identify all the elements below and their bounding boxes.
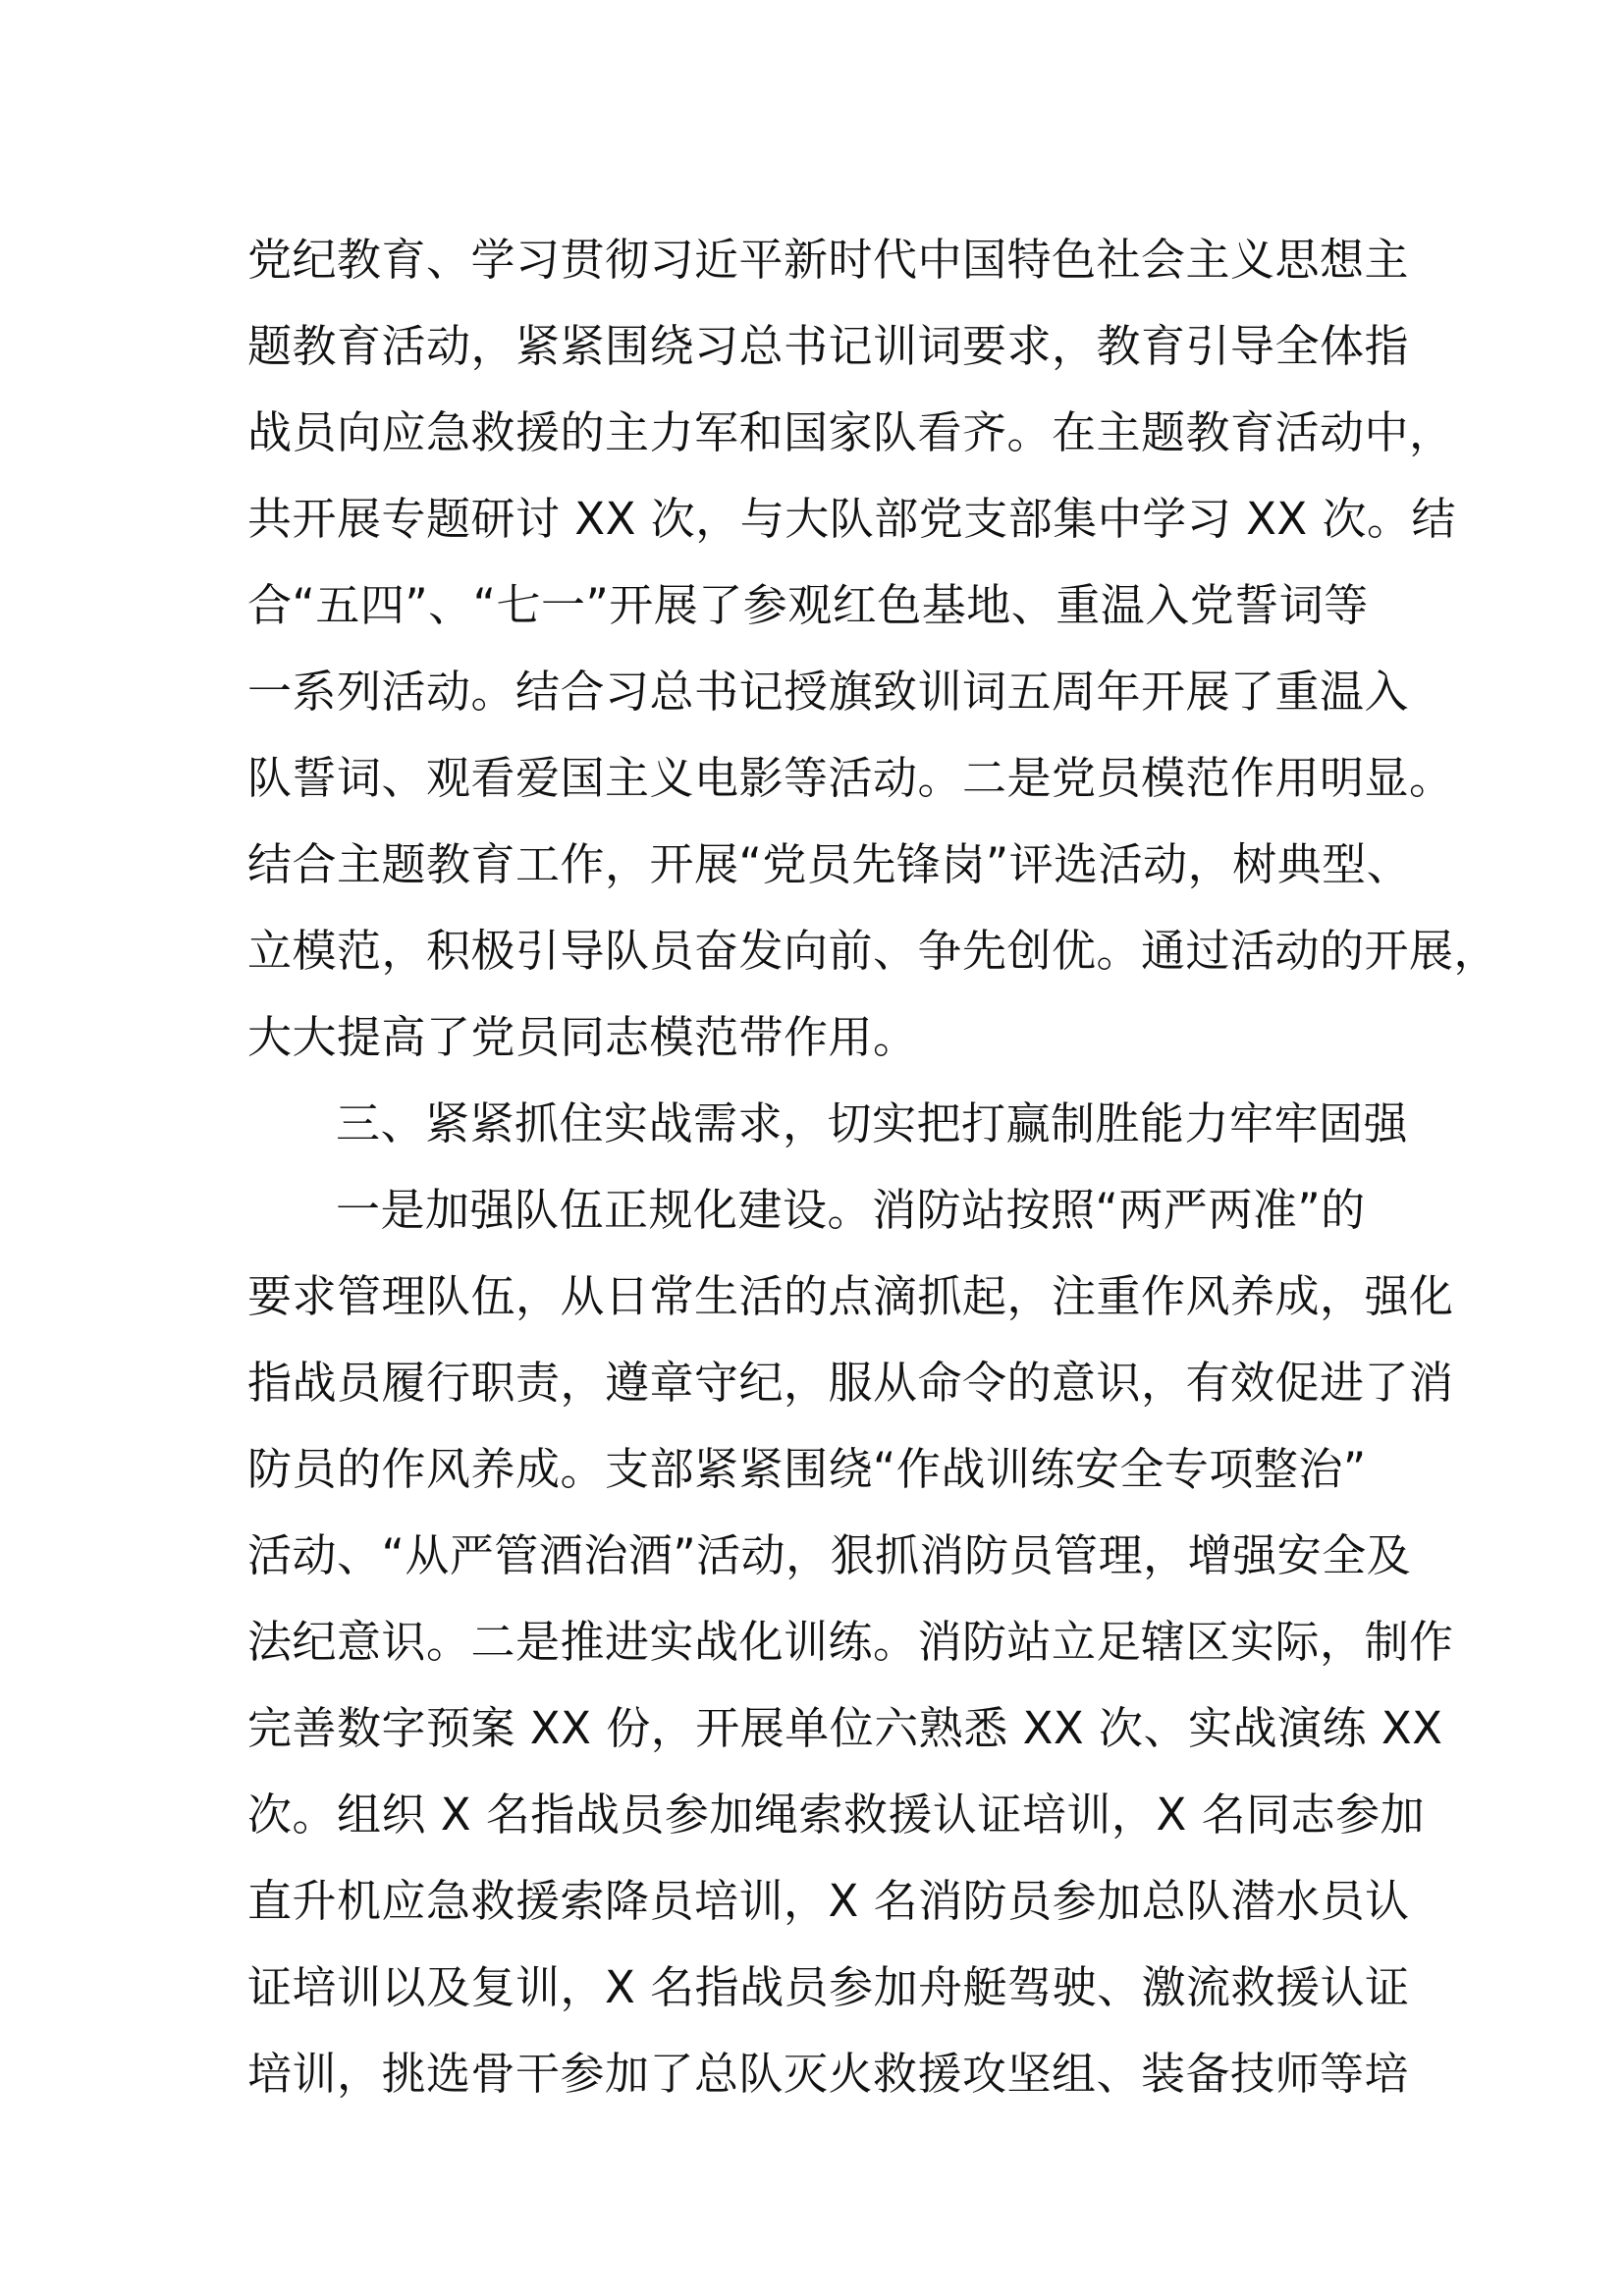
text-line: 直升机应急救援索降员培训，X 名消防员参加总队潜水员认	[247, 1875, 1410, 1927]
text-line: 大大提高了党员同志模范带作用。	[247, 1011, 918, 1063]
text-line: 战员向应急救援的主力军和国家队看齐。在主题教育活动中，	[247, 406, 1454, 458]
section-heading: 三、紧紧抓住实战需求，切实把打赢制胜能力牢牢固强	[336, 1097, 1409, 1149]
text-line: 党纪教育、学习贯彻习近平新时代中国特色社会主义思想主	[247, 234, 1410, 286]
text-line: 次。组织 X 名指战员参加绳索救援认证培训，X 名同志参加	[247, 1789, 1426, 1841]
text-line: 立模范，积极引导队员奋发向前、争先创优。通过活动的开展，	[247, 925, 1499, 977]
text-line: 完善数字预案 XX 份，开展单位六熟悉 XX 次、实战演练 XX	[247, 1702, 1443, 1754]
text-line: 结合主题教育工作，开展“党员先锋岗”评选活动，树典型、	[247, 838, 1412, 890]
text-line: 队誓词、观看爱国主义电影等活动。二是党员模范作用明显。	[247, 752, 1454, 804]
text-line: 指战员履行职责，遵章守纪，服从命令的意识，有效促进了消	[247, 1357, 1454, 1409]
document-body	[247, 217, 1499, 2117]
paragraph-first-line: 一是加强队伍正规化建设。消防站按照“两严两准”的	[336, 1184, 1366, 1236]
text-line: 题教育活动，紧紧围绕习总书记训词要求，教育引导全体指	[247, 320, 1410, 372]
text-line: 一系列活动。结合习总书记授旗致训词五周年开展了重温入	[247, 666, 1410, 718]
text-line: 共开展专题研讨 XX 次，与大队部党支部集中学习 XX 次。结	[247, 493, 1457, 545]
text-line: 培训，挑选骨干参加了总队灭火救援攻坚组、装备技师等培	[247, 2048, 1410, 2100]
text-line: 要求管理队伍，从日常生活的点滴抓起，注重作风养成，强化	[247, 1270, 1454, 1322]
text-line: 防员的作风养成。支部紧紧围绕“作战训练安全专项整治”	[247, 1443, 1367, 1495]
text-line: 合“五四”、“七一”开展了参观红色基地、重温入党誓词等	[247, 579, 1369, 631]
text-line: 法纪意识。二是推进实战化训练。消防站立足辖区实际，制作	[247, 1616, 1454, 1668]
text-line: 证培训以及复训，X 名指战员参加舟艇驾驶、激流救援认证	[247, 1961, 1410, 2013]
text-line: 活动、“从严管酒治酒”活动，狠抓消防员管理，增强安全及	[247, 1529, 1412, 1581]
